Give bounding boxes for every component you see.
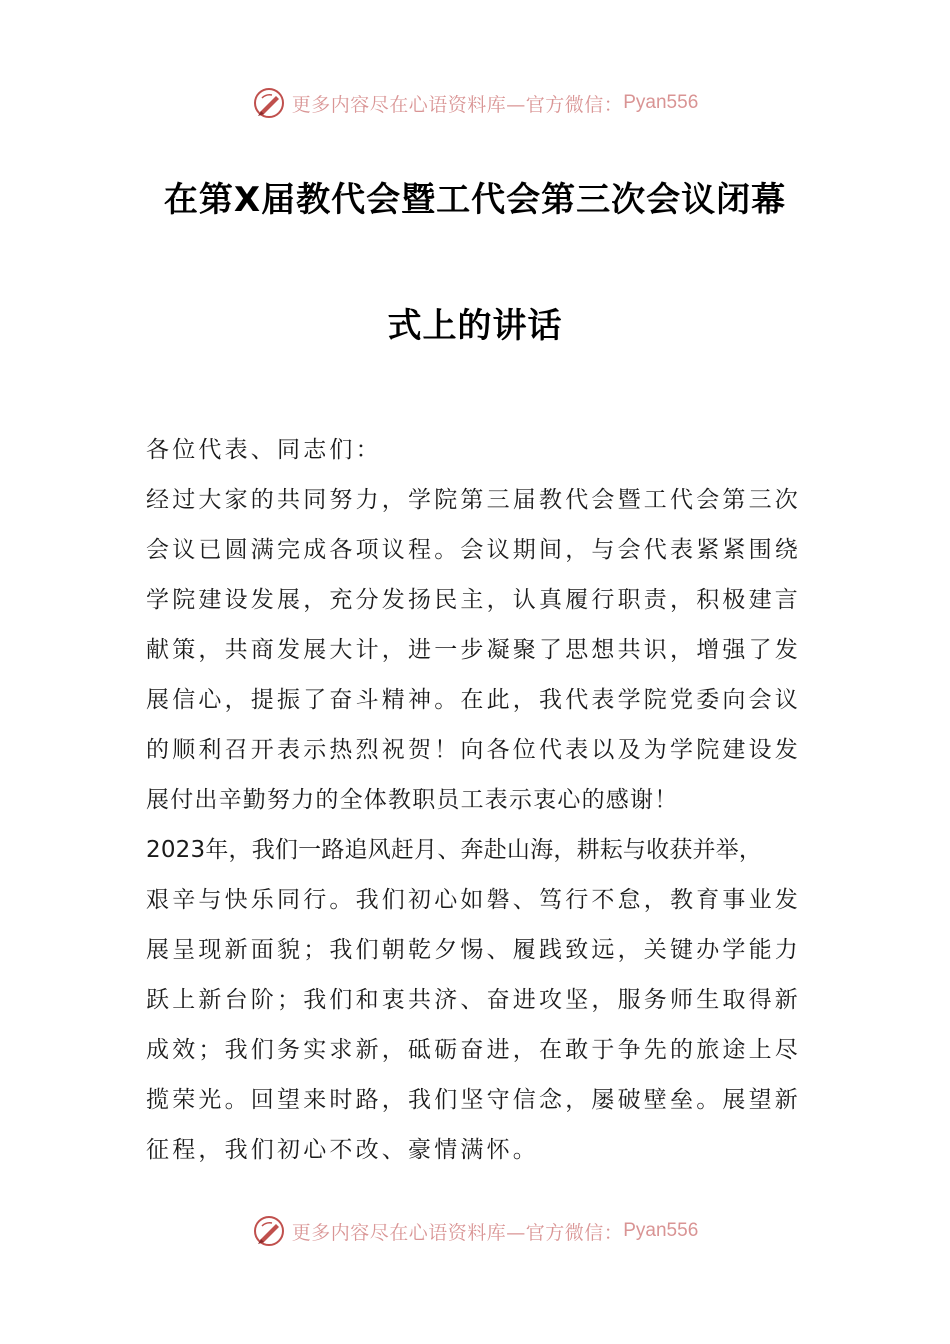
pen-logo-icon [252,1214,286,1248]
paragraph-line: 跃上新台阶；我们和衷共济、奋进攻坚，服务师生取得新 [146,987,801,1013]
watermark-text: 更多内容尽在心语资料库—官方微信： [291,93,624,116]
paragraph-line: 揽荣光。回望来时路，我们坚守信念，屡破壁垒。展望新 [146,1087,801,1113]
paragraph-line: 展呈现新面貌；我们朝乾夕惕、履践致远，关键办学能力 [146,937,801,963]
watermark-wechat-id: Pyan556 [623,92,699,113]
paragraph-line: 艰辛与快乐同行。我们初心如磐、笃行不怠，教育事业发 [146,887,801,913]
salutation [146,425,826,475]
paragraph-line: 会议已圆满完成各项议程。会议期间，与会代表紧紧围绕 [146,537,801,563]
paragraph-line: 展付出辛勤努力的全体教职员工表示衷心的感谢！ [146,787,679,813]
paragraph-line: 的顺利召开表示热烈祝贺！向各位代表以及为学院建设发 [146,737,801,763]
paragraph-line: 2023年，我们一路追风赶月、奔赴山海，耕耘与收获并举， [146,837,763,863]
pen-logo-icon [252,86,286,120]
document-title-line-2: 式上的讲话 [387,306,563,346]
document-title-line-1: 在第X届教代会暨工代会第三次会议闭幕 [163,180,787,220]
paragraph-line: 成效；我们务实求新，砥砺奋进，在敢于争先的旅途上尽 [146,1037,801,1063]
watermark-wechat-id: Pyan556 [623,1220,699,1241]
paragraph-line: 征程，我们初心不改、豪情满怀。 [146,1137,539,1163]
watermark-text: 更多内容尽在心语资料库—官方微信： [291,1221,624,1244]
salutation-text: 各位代表、同志们： [146,437,382,463]
paragraph-2 [146,825,826,1175]
paragraph-line: 展信心，提振了奋斗精神。在此，我代表学院党委向会议 [146,687,801,713]
paragraph-line: 学院建设发展，充分发扬民主，认真履行职责，积极建言 [146,587,801,613]
footer-watermark [0,1211,950,1251]
paragraph-line: 献策，共商发展大计，进一步凝聚了思想共识，增强了发 [146,637,801,663]
paragraph-line: 经过大家的共同努力，学院第三届教代会暨工代会第三次 [146,487,801,513]
paragraph-1 [146,475,826,825]
header-watermark [0,83,950,123]
